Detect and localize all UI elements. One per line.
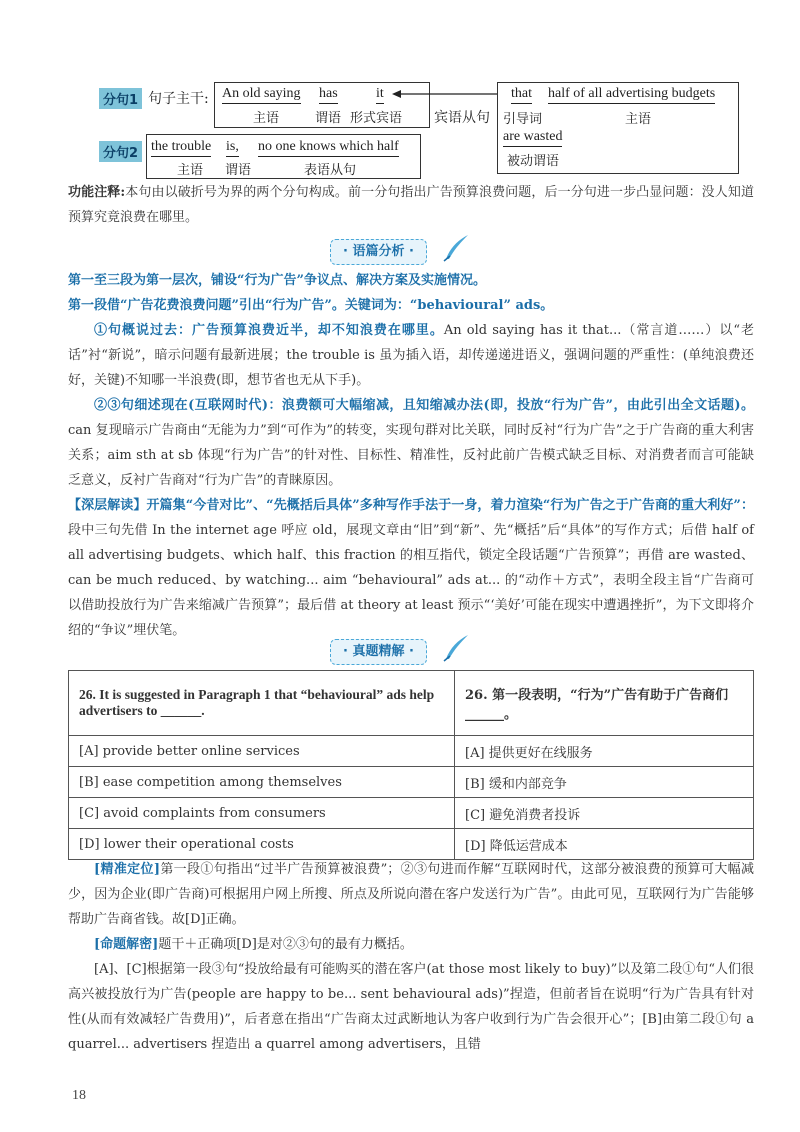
analysis-title: · 语篇分析 · xyxy=(330,239,427,265)
option-row xyxy=(69,798,754,829)
c2-verb-role: 谓语 xyxy=(225,163,252,178)
clause1-tag: 分句1 xyxy=(99,88,142,109)
page-number: 18 xyxy=(72,1088,86,1103)
analysis-sentence23 xyxy=(68,393,754,493)
oc-verb-role: 被动谓语 xyxy=(507,154,560,169)
question-row xyxy=(69,671,754,736)
oc-verb: are wasted xyxy=(503,129,562,147)
analysis-sentence1-text: An old saying has it that...（常言道……）以“老话”衬“新说”，暗示问题有最新进展；the trouble is 虽为插入语，却传递递进语义，强调问题的严重性：(单纯浪费还好，关键)不知哪一半浪费(即，想节省也无从下手)。 xyxy=(68,323,754,388)
deep-reading xyxy=(68,493,754,643)
analysis-sentence1 xyxy=(68,318,754,393)
c2-predicative: no one knows which half xyxy=(258,139,399,157)
c1-subject-role: 主语 xyxy=(253,111,280,126)
analysis-level: 第一至三段为第一层次，铺设“行为广告”争议点、解决方案及实施情况。 xyxy=(68,273,486,288)
question-en: 26. It is suggested in Paragraph 1 that “behavioural” ads help advertisers to ______. xyxy=(69,671,455,736)
quill-icon xyxy=(440,232,472,264)
decode-label: [命题解密] xyxy=(94,937,159,952)
option-c-zh: [C] 避免消费者投诉 xyxy=(455,798,754,829)
c1-subject: An old saying xyxy=(222,86,301,104)
deep-reading-text: 段中三句先借 In the internet age 呼应 old，展现文章由“旧”到“新”、先“概括”后“具体”的写作方式；后借 half of all advertising budgets、which half、this fraction 的相互指代，锁定全段话题“广告预算”；再借 are wasted、can be much reduced、by watching... aim “behavioural” ads at... 的“动作＋方式”，表明全段主旨“广告商可以借助投放行为广告来缩减广告预算”；最后借 at theory at least 预示“‘美好’可能在现实中遭遇挫折”，为下文即将介绍的“争议”埋伏笔。 xyxy=(68,523,754,638)
locate-label: [精准定位] xyxy=(94,862,160,877)
locate-explanation xyxy=(68,857,754,932)
function-note-label: 功能注释: xyxy=(68,185,126,200)
c1-object: it xyxy=(376,86,384,104)
analysis-sentence23-text: can 复现暗示广告商由“无能为力”到“可作为”的转变，实现句群对比关联，同时反衬“行为广告”之于广告商的重大利害关系；aim sth at sb 体现“行为广告”的针对性、目标性、精准性，反衬此前广告模式缺乏目标、对消费者而言可能缺乏意义，反衬广告商对“行为广告”的青睐原因。 xyxy=(68,423,754,488)
clause2-tag: 分句2 xyxy=(99,141,142,162)
exam-title: · 真题精解 · xyxy=(330,639,427,665)
option-row xyxy=(69,829,754,860)
analysis-sentence23-bold: ②③句细述现在(互联网时代)：浪费额可大幅缩减，且知缩减办法(即，投放“行为广告”，由此引出全文话题)。 xyxy=(94,398,754,413)
oc-subject: half of all advertising budgets xyxy=(548,86,715,104)
option-a-zh: [A] 提供更好在线服务 xyxy=(455,736,754,767)
analysis-keyword: 第一段借“广告花费浪费问题”引出“行为广告”。关键词为：“behavioural” ads。 xyxy=(68,298,554,313)
distractor-explanation: [A]、[C]根据第一段③句“投放给最有可能购买的潜在客户(at those most likely to buy)”以及第二段①句“人们很高兴被投放行为广告(people are happy to be... sent behavioural ads)”捏造，但前者旨在说明“行为广告具有针对性(从而有效减轻广告费用)”，后者意在指出“广告商太过武断地认为客户收到行为广告会很开心”；[B]由第二段①句 a quarrel... advertisers 捏造出 a quarrel among advertisers，且错 xyxy=(68,962,754,1052)
deep-reading-bold: 【深层解读】开篇集“今昔对比”、“先概括后具体”多种写作手法于一身，着力渲染“行为广告之于广告商的重大利好”： xyxy=(68,498,754,513)
question-table xyxy=(68,670,754,860)
c2-subject-role: 主语 xyxy=(177,163,204,178)
oc-that-role: 引导词 xyxy=(503,112,543,127)
oc-that: that xyxy=(511,86,532,104)
object-clause-label: 宾语从句 xyxy=(434,110,490,126)
option-b-en: [B] ease competition among themselves xyxy=(69,767,455,798)
option-c-en: [C] avoid complaints from consumers xyxy=(69,798,455,829)
c1-verb-role: 谓语 xyxy=(315,111,342,126)
c1-verb: has xyxy=(319,86,338,104)
clause1-lead: 句子主干: xyxy=(148,91,209,107)
option-a-en: [A] provide better online services xyxy=(69,736,455,767)
option-d-en: [D] lower their operational costs xyxy=(69,829,455,860)
analysis-sentence1-bold: ①句概说过去：广告预算浪费近半，却不知浪费在哪里。 xyxy=(94,323,444,338)
decode-explanation xyxy=(68,932,754,957)
option-b-zh: [B] 缓和内部竞争 xyxy=(455,767,754,798)
locate-text: 第一段①句指出“过半广告预算被浪费”；②③句进而作解“互联网时代，这部分被浪费的预算可大幅减少，因为企业(即广告商)可根据用户网上所搜、所点及所说向潜在客户发送行为广告”。由此可见，互联网行为广告能够帮助广告商省钱。故[D]正确。 xyxy=(68,862,754,927)
question-zh: 26. 第一段表明，“行为”广告有助于广告商们______。 xyxy=(455,671,754,736)
option-row xyxy=(69,736,754,767)
oc-subject-role: 主语 xyxy=(625,112,652,127)
function-note xyxy=(68,180,754,230)
c1-object-role: 形式宾语 xyxy=(350,111,403,126)
quill-icon xyxy=(440,632,472,664)
c2-verb: is, xyxy=(226,139,239,157)
option-d-zh: [D] 降低运营成本 xyxy=(455,829,754,860)
function-note-text: 本句由以破折号为界的两个分句构成。前一分句指出广告预算浪费问题，后一分句进一步凸显问题：没人知道预算究竟浪费在哪里。 xyxy=(68,185,754,225)
c2-subject: the trouble xyxy=(151,139,211,157)
c2-predicative-role: 表语从句 xyxy=(304,163,357,178)
option-row xyxy=(69,767,754,798)
decode-text: 题干＋正确项[D]是对②③句的最有力概括。 xyxy=(158,937,413,952)
